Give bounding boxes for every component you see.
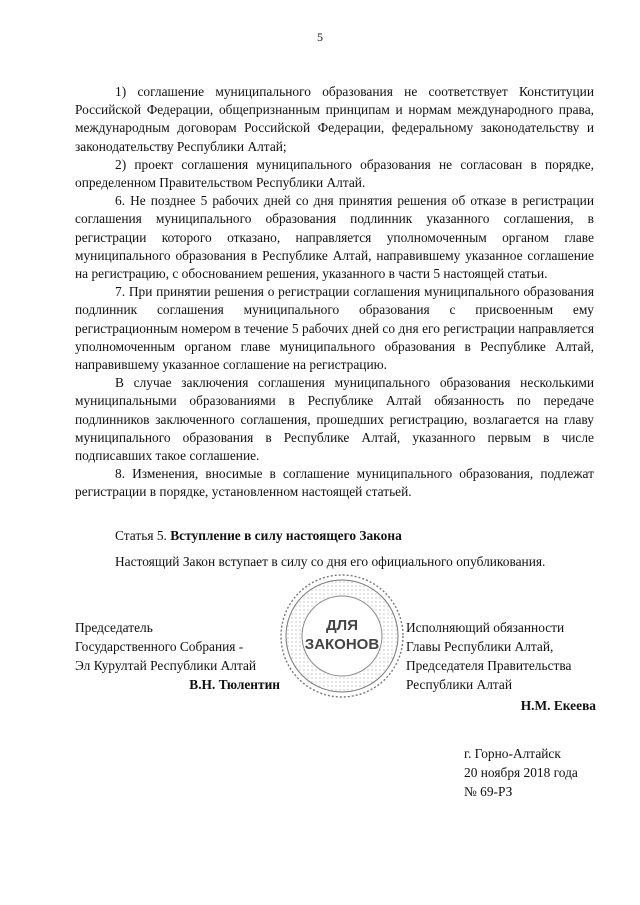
paragraph: В случае заключения соглашения муниципального образования несколькими муниципальными образованиями в Республике Алтай обязанность по передаче подлинников заключенного соглашения, прошедших регистрацию, возлагается на главу муниципального образования в Республике Алтай, указанного первым в числе подписавших такое соглашение.: [75, 375, 594, 464]
article-heading: [115, 527, 402, 545]
place-date-block: [464, 744, 578, 801]
article-prefix: Статья 5.: [115, 528, 171, 543]
signer-title-line: Эл Курултай Республики Алтай: [75, 658, 257, 673]
signer-title-line: Исполняющий обязанности: [406, 620, 565, 635]
paragraph: 2) проект соглашения муниципального образования не согласован в порядке, определенном Правительством Республики Алтай.: [75, 156, 594, 191]
signer-title-line: Председатель: [75, 620, 153, 635]
date: 20 ноября 2018 года: [464, 765, 578, 780]
paragraph: 7. При принятии решения о регистрации соглашения муниципального образования подлинник соглашения муниципального образования с присвоенным ему регистрационным номером в течение 5 рабочих дней со дня его регистрации направляется уполномоченным органом главе муниципального образования в Республике Алтай, направившему указанное соглашение на регистрацию.: [75, 284, 594, 373]
final-text: [75, 553, 594, 571]
signer-name: В.Н. Тюлентин: [189, 677, 280, 692]
stamp-seal: [278, 572, 406, 700]
signer-title-line: Председателя Правительства: [406, 658, 572, 673]
signature-block-right: [406, 618, 596, 715]
stamp-text-line2: ЗАКОНОВ: [304, 636, 380, 653]
signer-name: Н.М. Екеева: [520, 698, 596, 713]
paragraph: 6. Не позднее 5 рабочих дней со дня принятия решения об отказе в регистрации соглашения муниципального образования подлинник указанного соглашения, в регистрации которого отказано, направляется уполномоченным органом главе муниципального образования в Республике Алтай, направившему указанное соглашение на регистрацию, с обоснованием решения, указанного в части 5 настоящей статьи.: [75, 193, 594, 282]
signer-title-line: Государственного Собрания -: [75, 639, 244, 654]
law-number: № 69-РЗ: [464, 784, 513, 799]
law-body: [75, 83, 594, 502]
stamp-text-line1: ДЛЯ: [326, 617, 358, 634]
signer-title-line: Главы Республики Алтай,: [406, 639, 554, 654]
signer-title-line: Республики Алтай: [406, 677, 513, 692]
paragraph: 1) соглашение муниципального образования не соответствует Конституции Российской Федерации, общепризнанным принципам и нормам международного права, международным договорам Российской Федерации, федеральному законодательству и законодательству Республики Алтай;: [75, 84, 594, 154]
signature-block-left: [75, 618, 280, 694]
article-title: Вступление в силу настоящего Закона: [170, 528, 402, 543]
page-number: 5: [317, 30, 323, 44]
paragraph: 8. Изменения, вносимые в соглашение муниципального образования, подлежат регистрации в порядке, установленном настоящей статьей.: [75, 466, 594, 500]
place: г. Горно-Алтайск: [464, 746, 561, 761]
final-paragraph: Настоящий Закон вступает в силу со дня его официального опубликования.: [115, 554, 546, 569]
